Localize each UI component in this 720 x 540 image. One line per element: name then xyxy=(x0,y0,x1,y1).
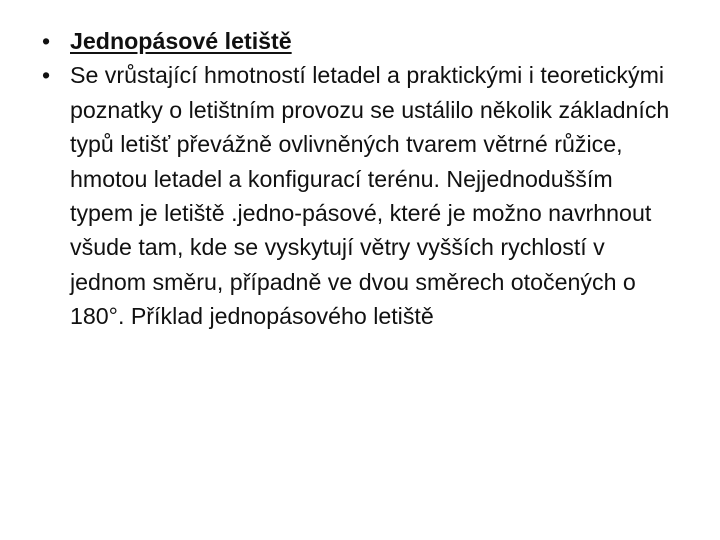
bullet-icon: • xyxy=(42,62,51,89)
bullet-item-body xyxy=(42,58,682,333)
bullet-list xyxy=(42,24,682,334)
body-paragraph: Se vrůstající hmotností letadel a praktickými i teoretickými poznatky o letištním provozu se ustálilo několik základních typů letišť převážně ovlivněných tvarem větrné růžice, hmotou letadel a konfigurací terénu. Nejjednodušším typem je letiště .jedno-pásové, které je možno navrhnout všude tam, kde se vyskytují větry vyšších rychlostí v jednom směru, případně ve dvou směrech otočených o 180°. Příklad jednopásového letiště xyxy=(70,62,670,330)
bullet-item-title xyxy=(42,24,682,58)
slide-title: Jednopásové letiště xyxy=(70,28,292,54)
bullet-icon: • xyxy=(42,28,51,54)
